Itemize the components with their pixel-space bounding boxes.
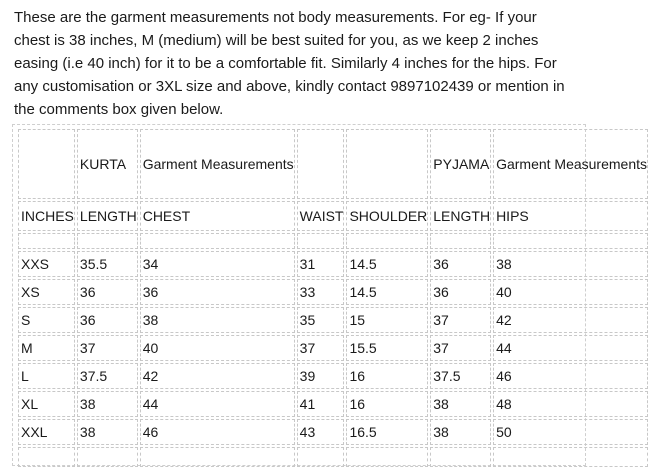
table-cell: 46 [140,419,295,445]
table-cell: 37 [430,307,491,333]
table-cell: WAIST [297,201,345,231]
size-chart-table [16,127,650,469]
table-cell [77,233,138,249]
table-cell: 38 [430,419,491,445]
table-cell: XS [18,279,75,305]
table-cell: 37 [297,335,345,361]
table-cell: KURTA [77,129,138,199]
table-cell: 40 [493,279,648,305]
table-cell [297,233,345,249]
table-cell: 44 [140,391,295,417]
table-cell: 15.5 [346,335,428,361]
table-cell [493,447,648,467]
size-guide-intro: These are the garment measurements not body measurements. For eg- If your chest is 38 inches, M (medium) will be best suited for you, as we keep 2 inches easing (i.e 40 inch) for it to be a comfortable fit. Similarly 4 inches for the hips. For any customisation or 3XL size and above, kindly contact 9897102439 or mention in the comments box given below. [14,9,565,118]
table-cell [297,447,345,467]
table-cell: 16 [346,363,428,389]
table-cell: 50 [493,419,648,445]
table-row [18,279,648,305]
table-cell: 36 [140,279,295,305]
table-cell [18,233,75,249]
table-cell: 15 [346,307,428,333]
table-cell: 37.5 [430,363,491,389]
table-cell: SHOULDER [346,201,428,231]
table-cell: 38 [77,391,138,417]
table-cell: S [18,307,75,333]
table-cell: 46 [493,363,648,389]
table-cell: 36 [77,279,138,305]
table-cell: XL [18,391,75,417]
table-subheader-row [18,201,648,231]
table-cell: 16 [346,391,428,417]
table-cell [140,447,295,467]
table-cell: 36 [430,279,491,305]
table-cell: 38 [493,251,648,277]
table-cell [18,129,75,199]
table-cell: 33 [297,279,345,305]
table-cell: 34 [140,251,295,277]
table-cell [77,447,138,467]
table-cell: 40 [140,335,295,361]
table-cell: 35.5 [77,251,138,277]
table-header-row [18,129,648,199]
table-cell: 44 [493,335,648,361]
table-row [18,251,648,277]
table-cell [493,233,648,249]
table-empty-row [18,447,648,467]
table-cell: XXS [18,251,75,277]
table-cell [346,447,428,467]
table-cell: 16.5 [346,419,428,445]
table-cell: 37 [77,335,138,361]
table-cell: HIPS [493,201,648,231]
table-cell: 42 [140,363,295,389]
table-cell: 38 [140,307,295,333]
table-spacer-row [18,233,648,249]
table-cell: 39 [297,363,345,389]
table-cell [297,129,345,199]
table-cell: LENGTH [77,201,138,231]
table-cell [18,447,75,467]
table-row [18,391,648,417]
size-chart-body [18,129,648,467]
table-cell: 41 [297,391,345,417]
table-cell: 37.5 [77,363,138,389]
table-cell: 37 [430,335,491,361]
size-chart-container [12,124,648,466]
table-cell [346,129,428,199]
table-row [18,307,648,333]
table-cell: 43 [297,419,345,445]
table-row [18,335,648,361]
table-cell: 38 [77,419,138,445]
table-cell [140,233,295,249]
table-cell: PYJAMA [430,129,491,199]
table-cell: 42 [493,307,648,333]
table-row [18,363,648,389]
table-cell: 36 [430,251,491,277]
table-cell [346,233,428,249]
table-cell: 14.5 [346,251,428,277]
table-cell: 48 [493,391,648,417]
table-cell: L [18,363,75,389]
table-cell: INCHES [18,201,75,231]
table-cell: 35 [297,307,345,333]
table-cell: 31 [297,251,345,277]
table-row [18,419,648,445]
table-cell [430,447,491,467]
table-cell: 14.5 [346,279,428,305]
table-cell: CHEST [140,201,295,231]
table-cell: 38 [430,391,491,417]
table-cell [430,233,491,249]
table-cell: LENGTH [430,201,491,231]
table-cell: M [18,335,75,361]
table-cell: 36 [77,307,138,333]
table-cell: Garment Measurements [493,129,648,199]
table-cell: XXL [18,419,75,445]
table-cell: Garment Measurements [140,129,295,199]
